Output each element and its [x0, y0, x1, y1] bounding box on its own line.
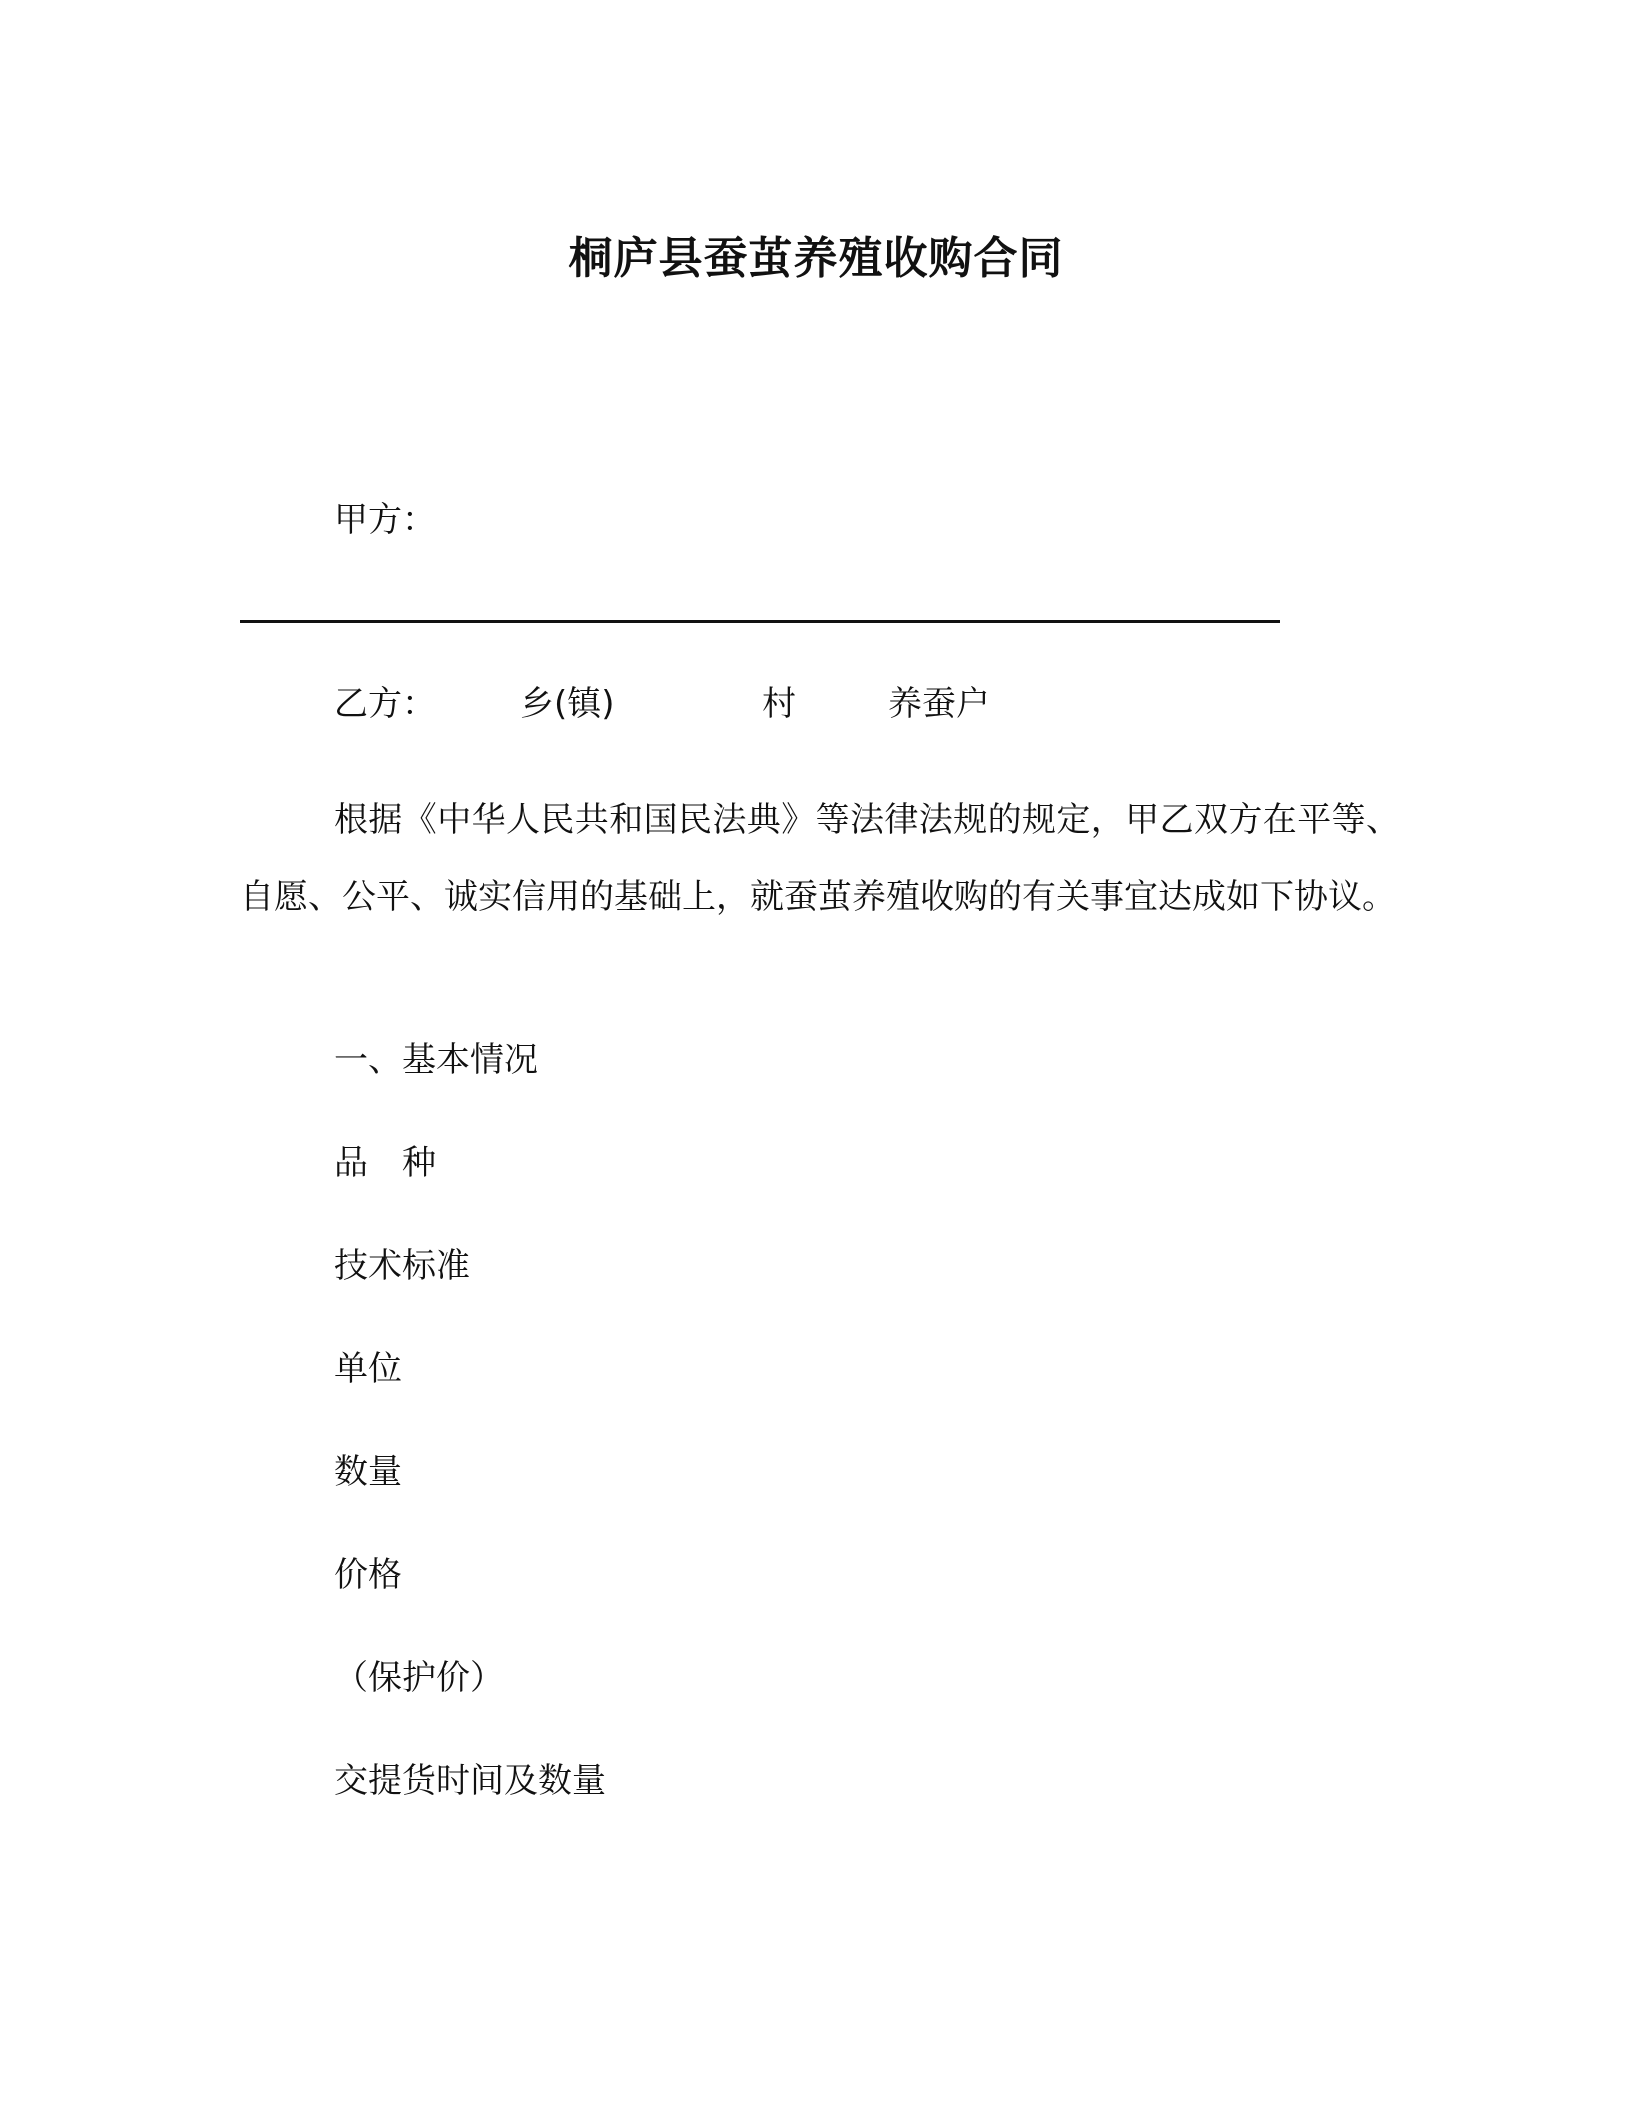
item-price: 价格: [334, 1555, 402, 1595]
section-1-heading: 一、基本情况: [334, 1040, 538, 1080]
item-delivery-time-quantity: 交提货时间及数量: [334, 1761, 606, 1801]
intro-paragraph: 根据《中华人民共和国民法典》等法律法规的规定，甲乙双方在平等、自愿、公平、诚实信用的基础上，就蚕茧养殖收购的有关事宜达成如下协议。: [240, 800, 1400, 917]
party-a-blank-line: [240, 620, 1280, 623]
item-technical-standard: 技术标准: [334, 1246, 470, 1286]
item-quantity: 数量: [334, 1452, 402, 1492]
item-unit: 单位: [334, 1349, 402, 1389]
party-b-township-label: 乡(镇): [520, 684, 615, 724]
item-variety: 品 种: [334, 1143, 436, 1183]
party-b-label: 乙方：: [334, 684, 436, 724]
party-a-label: 甲方：: [334, 500, 436, 540]
document-title: 桐庐县蚕茧养殖收购合同: [568, 233, 1064, 284]
item-protected-price: （保护价）: [334, 1658, 504, 1698]
party-b-household-label: 养蚕户: [888, 684, 990, 724]
party-b-village-label: 村: [762, 684, 796, 724]
